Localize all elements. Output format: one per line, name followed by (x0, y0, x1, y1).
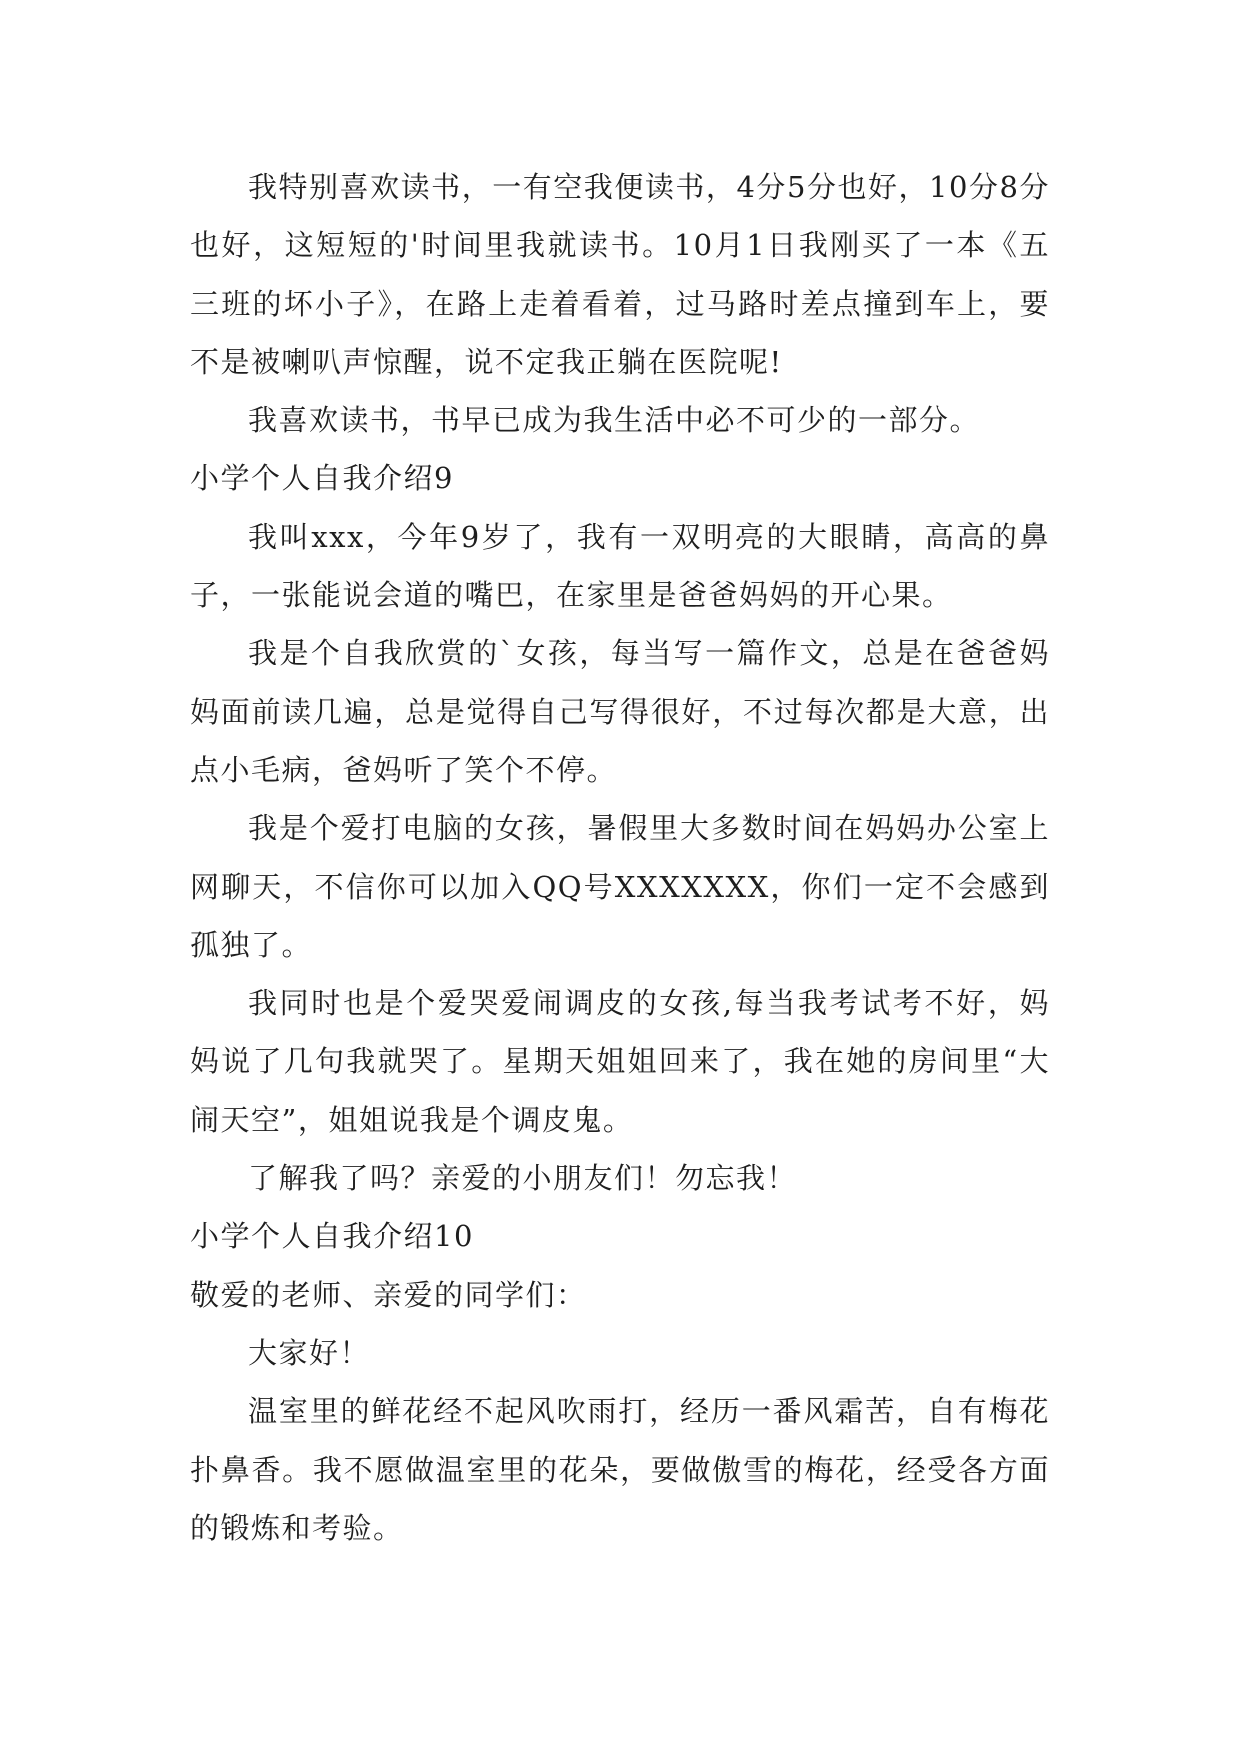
paragraph: 我特别喜欢读书，一有空我便读书，4分5分也好，10分8分也好，这短短的'时间里我就读书。10月1日我刚买了一本《五三班的坏小子》，在路上走着看着，过马路时差点撞到车上，要不是被喇叭声惊醒，说不定我正躺在医院呢! (190, 170, 1050, 379)
paragraph: 我是个自我欣赏的`女孩，每当写一篇作文，总是在爸爸妈妈面前读几遍，总是觉得自己写得很好，不过每次都是大意，出点小毛病，爸妈听了笑个不停。 (190, 636, 1050, 787)
paragraph: 温室里的鲜花经不起风吹雨打，经历一番风霜苦，自有梅花扑鼻香。我不愿做温室里的花朵，要做傲雪的梅花，经受各方面的锻炼和考验。 (190, 1394, 1050, 1545)
greeting: 大家好！ (248, 1335, 371, 1370)
section-heading: 小学个人自我介绍10 (190, 1219, 474, 1254)
section-heading: 小学个人自我介绍9 (190, 461, 454, 496)
paragraph: 我同时也是个爱哭爱闹调皮的女孩,每当我考试考不好，妈妈说了几句我就哭了。星期天姐姐回来了，我在她的房间里“大闹天空”，姐姐说我是个调皮鬼。 (190, 986, 1050, 1137)
salutation: 敬爱的老师、亲爱的同学们： (190, 1277, 587, 1312)
document-body (190, 158, 1050, 1557)
paragraph: 我是个爱打电脑的女孩，暑假里大多数时间在妈妈办公室上网聊天，不信你可以加入QQ号XXXXXXX，你们一定不会感到孤独了。 (190, 811, 1050, 962)
paragraph: 我喜欢读书，书早已成为我生活中必不可少的一部分。 (248, 403, 981, 438)
paragraph: 我叫xxx，今年9岁了，我有一双明亮的大眼睛，高高的鼻子，一张能说会道的嘴巴，在家里是爸爸妈妈的开心果。 (190, 519, 1050, 613)
paragraph: 了解我了吗？亲爱的小朋友们！勿忘我！ (248, 1161, 798, 1196)
